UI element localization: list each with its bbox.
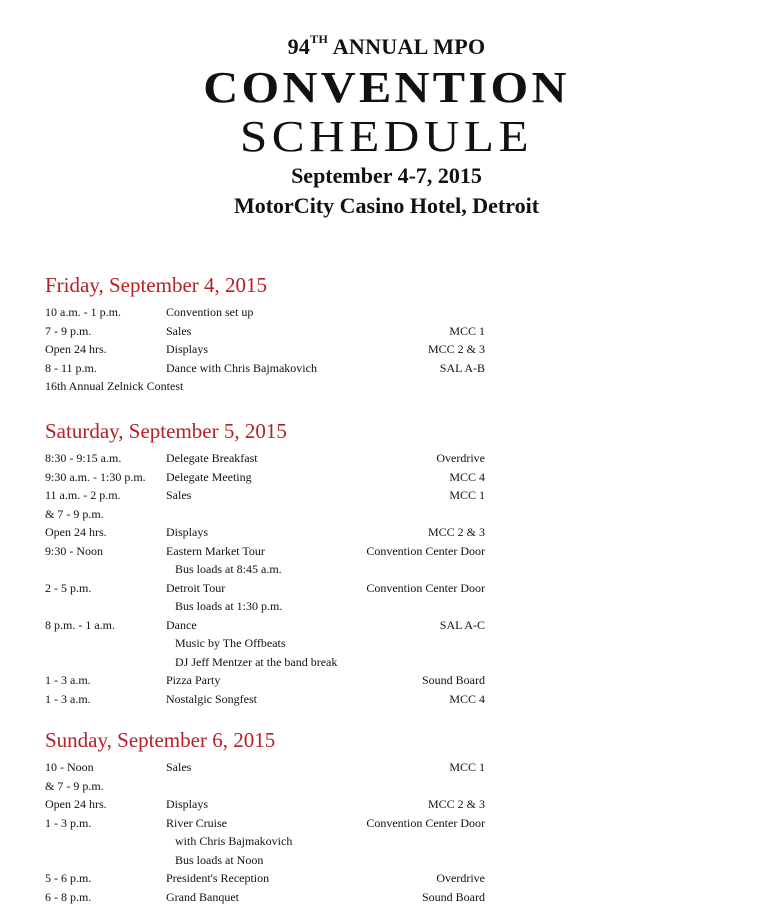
row-location: Convention Center Door: [366, 815, 485, 830]
schedule-row: [45, 758, 485, 777]
row-location: Overdrive: [436, 451, 485, 465]
schedule-row: [45, 303, 485, 322]
row-location: MCC 2 & 3: [427, 797, 485, 811]
row-location: Overdrive: [436, 871, 485, 885]
row-time: Open 24 hrs.: [45, 525, 107, 539]
row-time: 11 a.m. - 2 p.m.: [45, 488, 121, 502]
row-location: MCC 1: [449, 488, 485, 502]
row-time: 16th Annual Zelnick Contest: [45, 379, 184, 393]
row-event: President's Reception: [166, 871, 270, 885]
day-title: Friday, September 4, 2015: [45, 273, 268, 297]
schedule-row: [45, 795, 485, 814]
row-location: SAL A-B: [439, 360, 485, 375]
annual-mpo-text: ANNUAL MPO: [328, 34, 486, 59]
row-event: Bus loads at Noon: [175, 852, 264, 867]
convention-venue: MotorCity Casino Hotel, Detroit: [233, 193, 540, 218]
schedule-row: [45, 449, 485, 468]
row-location: SAL A-C: [439, 617, 485, 632]
annual-ordinal-suffix: TH: [310, 32, 329, 46]
row-location: MCC 1: [449, 323, 485, 338]
row-time: Open 24 hrs.: [45, 797, 107, 811]
row-event: Nostalgic Songfest: [166, 691, 257, 706]
row-location: MCC 4: [449, 691, 485, 706]
schedule-row: [45, 542, 485, 561]
row-time: 1 - 3 a.m.: [45, 691, 91, 706]
schedule-row: [45, 616, 485, 635]
schedule-row: [45, 597, 485, 616]
row-event: Sales: [166, 488, 192, 502]
row-event: Pizza Party: [166, 673, 221, 687]
schedule-row: [45, 486, 485, 505]
row-event: Sales: [166, 760, 192, 774]
row-time: Open 24 hrs.: [45, 342, 107, 356]
schedule-row: [45, 814, 485, 833]
day-section-friday: [45, 272, 485, 396]
row-time: 7 - 9 p.m.: [45, 323, 92, 338]
schedule-row: [45, 560, 485, 579]
schedule-row: [45, 869, 485, 888]
row-time: 2 - 5 p.m.: [45, 580, 92, 595]
row-event: Eastern Market Tour: [166, 543, 265, 558]
row-time: 6 - 8 p.m.: [45, 889, 92, 904]
schedule-row: [45, 851, 485, 870]
schedule-row: [45, 505, 485, 524]
day-section-saturday: [45, 418, 485, 708]
annual-mpo-heading: [0, 34, 773, 60]
row-time: & 7 - 9 p.m.: [45, 778, 104, 793]
row-time: & 7 - 9 p.m.: [45, 506, 104, 521]
schedule-row: [45, 832, 485, 851]
schedule-row: [45, 690, 485, 709]
row-time: 1 - 3 a.m.: [45, 673, 91, 687]
row-time: 10 - Noon: [45, 760, 94, 774]
day-section-sunday: [45, 727, 485, 906]
schedule-row: [45, 340, 485, 359]
schedule-rows: [45, 758, 485, 906]
schedule-rows: [45, 449, 485, 708]
row-time: 10 a.m. - 1 p.m.: [45, 305, 121, 319]
day-title: Sunday, September 6, 2015: [45, 728, 276, 752]
schedule-row: [45, 579, 485, 598]
row-event: with Chris Bajmakovich: [175, 834, 293, 848]
row-location: MCC 1: [449, 760, 485, 774]
row-event: River Cruise: [166, 815, 227, 830]
row-location: MCC 4: [449, 469, 485, 484]
row-time: 8 - 11 p.m.: [45, 360, 97, 375]
row-event: DJ Jeff Mentzer at the band break: [175, 654, 338, 669]
row-event: Dance with Chris Bajmakovich: [166, 360, 317, 375]
row-time: 8:30 - 9:15 a.m.: [45, 451, 122, 465]
annual-number: 94: [287, 34, 311, 59]
schedule-row: [45, 888, 485, 907]
schedule-row: [45, 634, 485, 653]
row-event: Sales: [166, 323, 192, 338]
row-event: Displays: [166, 342, 208, 356]
row-event: Music by The Offbeats: [175, 636, 286, 650]
row-event: Displays: [166, 525, 208, 539]
convention-dates: September 4-7, 2015: [291, 163, 482, 188]
schedule-row: [45, 468, 485, 487]
row-location: Sound Board: [422, 889, 485, 904]
row-location: MCC 2 & 3: [427, 342, 485, 356]
row-time: 9:30 a.m. - 1:30 p.m.: [45, 469, 146, 484]
schedule-title: SCHEDULE: [239, 112, 534, 161]
row-event: Detroit Tour: [166, 580, 226, 595]
schedule-row: [45, 671, 485, 690]
row-time: 8 p.m. - 1 a.m.: [45, 617, 115, 632]
row-location: MCC 2 & 3: [427, 525, 485, 539]
row-event: Bus loads at 1:30 p.m.: [175, 599, 283, 613]
day-title: Saturday, September 5, 2015: [45, 419, 287, 443]
row-location: Convention Center Door: [366, 543, 485, 558]
convention-title: CONVENTION: [203, 63, 570, 112]
row-location: Convention Center Door: [366, 580, 485, 595]
schedule-row: [45, 359, 485, 378]
row-event: Dance: [166, 617, 197, 632]
schedule-row: [45, 523, 485, 542]
row-event: Convention set up: [166, 305, 254, 319]
row-location: Sound Board: [422, 673, 485, 687]
schedule-row: [45, 777, 485, 796]
schedule-row: [45, 653, 485, 672]
row-event: Bus loads at 8:45 a.m.: [175, 562, 282, 576]
row-event: Displays: [166, 797, 208, 811]
schedule-row: [45, 377, 485, 396]
row-event: Grand Banquet: [166, 889, 239, 904]
row-time: 1 - 3 p.m.: [45, 815, 92, 830]
schedule-rows: [45, 303, 485, 396]
row-time: 5 - 6 p.m.: [45, 871, 92, 885]
schedule-row: [45, 322, 485, 341]
row-event: Delegate Breakfast: [166, 451, 258, 465]
row-event: Delegate Meeting: [166, 469, 252, 484]
row-time: 9:30 - Noon: [45, 543, 103, 558]
